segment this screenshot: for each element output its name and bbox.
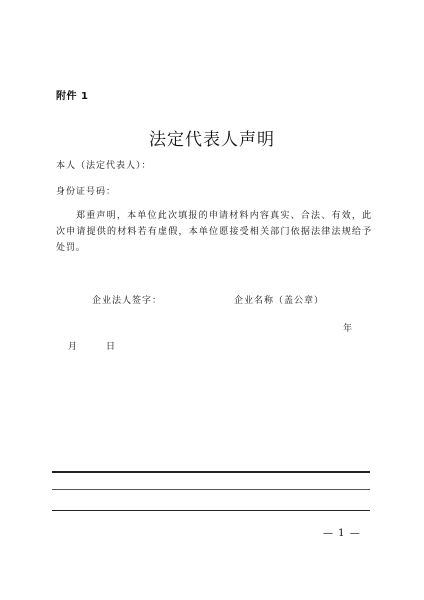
signature-label: 企业法人签字：	[92, 296, 163, 306]
day-label: 日	[106, 342, 117, 352]
attachment-label: 附件 1	[56, 91, 89, 102]
declaration-paragraph: 郑重声明，本单位此次填报的申请材料内容真实、合法、有效，此次申请提供的材料若有虚假，本单位愿接受相关部门依据法律法规给予处罚。	[56, 211, 372, 253]
legal-representative-label: 本人（法定代表人）：	[56, 161, 152, 171]
footer-rule-middle	[52, 489, 370, 490]
year-label: 年	[343, 324, 354, 334]
page-number: — 1 —	[323, 528, 361, 539]
footer-rule-top	[52, 471, 370, 473]
id-number-label: 身份证号码：	[56, 187, 117, 197]
document-title: 法定代表人声明	[149, 130, 275, 150]
footer-rule-bottom	[52, 510, 370, 511]
month-label: 月	[68, 342, 79, 352]
company-name-label: 企业名称（盖公章）	[234, 296, 325, 306]
